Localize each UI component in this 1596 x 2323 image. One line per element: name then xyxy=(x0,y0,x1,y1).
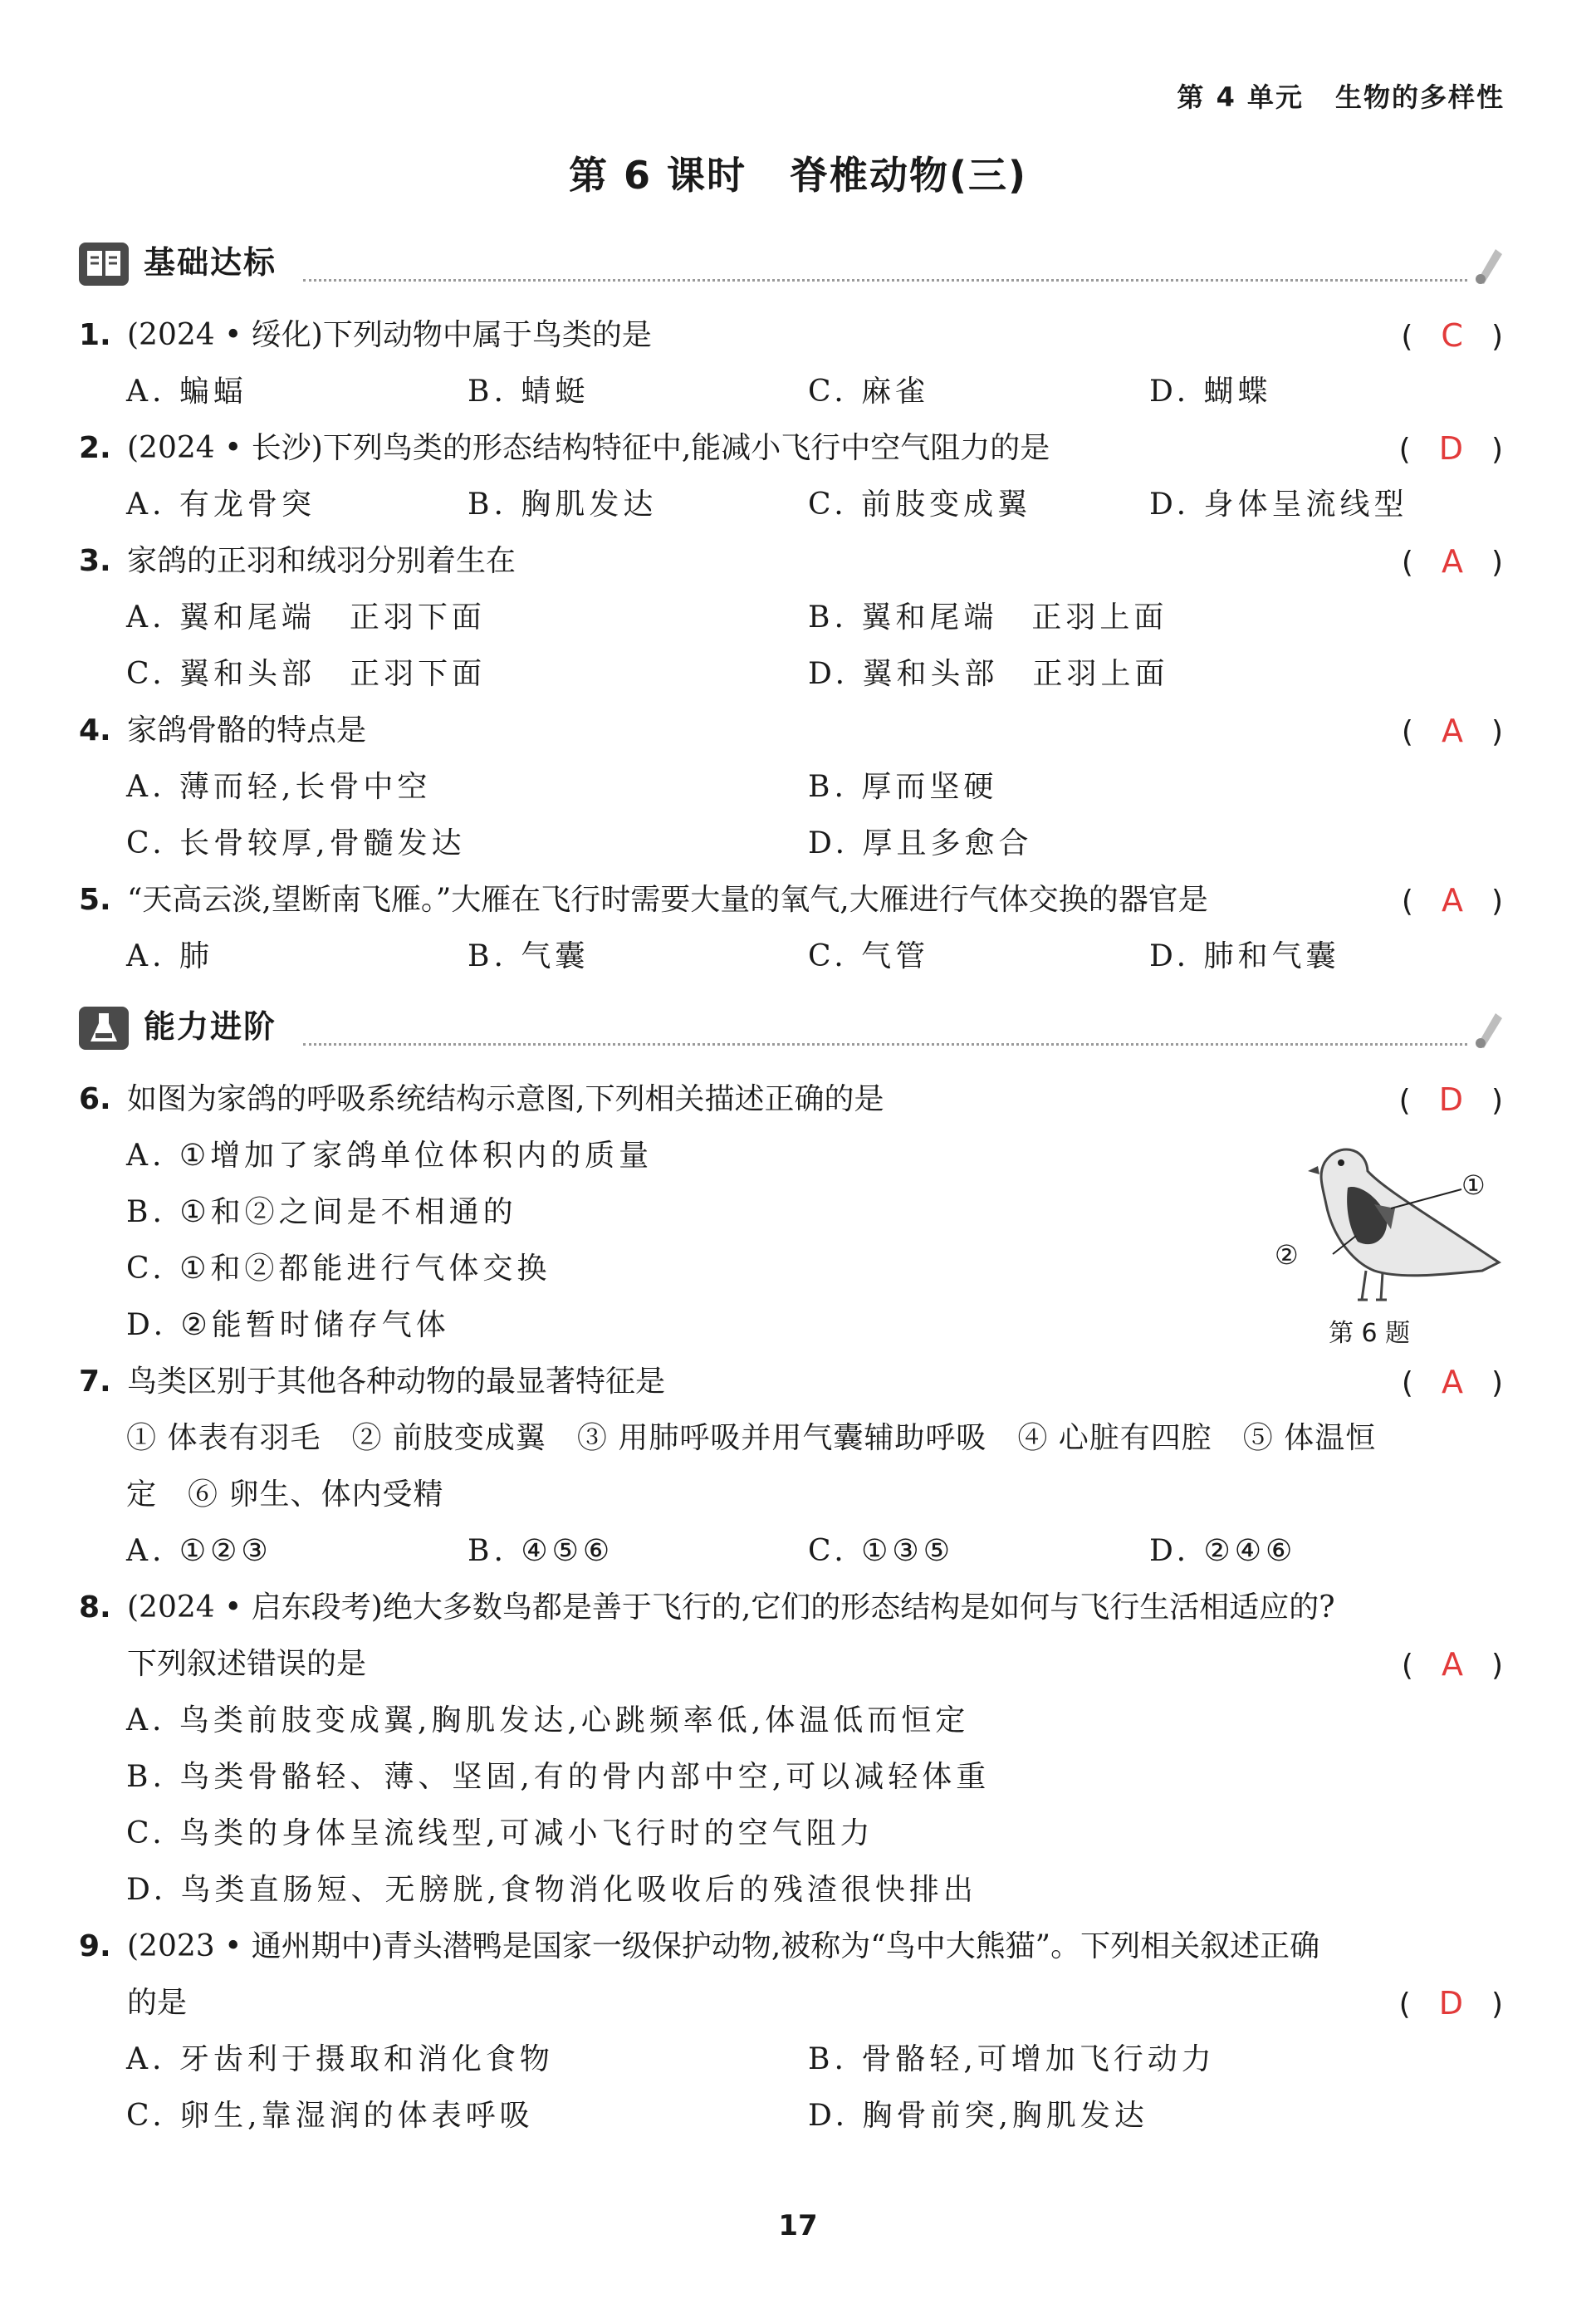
option-d: D. ②④⑥ xyxy=(1149,1534,1297,1568)
answer-bracket: ( A ) xyxy=(1401,1364,1503,1400)
section-basic xyxy=(79,239,1507,289)
diagram-label-1: ① xyxy=(1461,1169,1486,1201)
answer-letter: A xyxy=(1441,882,1463,919)
answer-bracket: ( A ) xyxy=(1401,1646,1503,1683)
option-d: D. 翼和头部 正羽上面 xyxy=(808,657,1169,691)
option-a: A. 有龙骨突 xyxy=(126,488,316,522)
option-c: C. ①③⑤ xyxy=(808,1534,954,1568)
question-stem: (2024 • 绥化)下列动物中属于鸟类的是 xyxy=(127,318,652,352)
section-divider xyxy=(303,1043,1467,1046)
pigeon-illustration xyxy=(1275,1138,1515,1312)
question-number: 9. xyxy=(79,1929,111,1963)
answer-letter: A xyxy=(1441,713,1463,749)
option-d: D. 蝴蝶 xyxy=(1149,375,1272,409)
question-number: 1. xyxy=(79,318,111,352)
question-stem: 如图为家鸽的呼吸系统结构示意图,下列相关描述正确的是 xyxy=(127,1082,884,1116)
question-stem-continued: 下列叙述错误的是 xyxy=(127,1647,367,1681)
unit-header xyxy=(1177,76,1505,115)
answer-letter: A xyxy=(1441,1646,1463,1683)
diagram-label-2: ② xyxy=(1275,1239,1299,1271)
question-number: 4. xyxy=(79,713,111,747)
question-stem: 家鸽骨骼的特点是 xyxy=(127,713,367,747)
question-number: 6. xyxy=(79,1082,111,1116)
answer-bracket: ( D ) xyxy=(1398,1985,1503,2022)
option-b: B. ④⑤⑥ xyxy=(468,1534,614,1568)
unit-topic: 生物的多样性 xyxy=(1334,81,1505,113)
option-d: D. 鸟类直肠短、无膀胱,食物消化吸收后的残渣很快排出 xyxy=(126,1873,977,1907)
option-b: B. ①和②之间是不相通的 xyxy=(126,1195,517,1229)
option-d: D. 肺和气囊 xyxy=(1149,939,1340,973)
option-a: A. ①②③ xyxy=(126,1534,272,1568)
option-a: A. ①增加了家鸽单位体积内的质量 xyxy=(126,1139,654,1173)
answer-bracket: ( D ) xyxy=(1398,1081,1503,1118)
option-a: A. 鸟类前肢变成翼,胸肌发达,心跳频率低,体温低而恒定 xyxy=(126,1703,970,1737)
option-d: D. 厚且多愈合 xyxy=(808,826,1033,860)
option-c: C. 鸟类的身体呈流线型,可减小飞行时的空气阻力 xyxy=(126,1816,874,1850)
question-stem: “天高云淡,望断南飞雁。”大雁在飞行时需要大量的氧气,大雁进行气体交换的器官是 xyxy=(127,883,1208,917)
question-number: 2. xyxy=(79,431,111,465)
question-stem: (2024 • 启东段考)绝大多数鸟都是善于飞行的,它们的形态结构是如何与飞行生活相适应的? xyxy=(127,1590,1335,1625)
option-a: A. 牙齿利于摄取和消化食物 xyxy=(126,2042,554,2076)
option-d: D. 胸骨前突,胸肌发达 xyxy=(808,2099,1148,2133)
answer-bracket: ( A ) xyxy=(1401,882,1503,919)
option-d: D. ②能暂时储存气体 xyxy=(126,1308,450,1342)
option-c: C. 气管 xyxy=(808,939,930,973)
answer-letter: D xyxy=(1438,1985,1463,2022)
option-a: A. 翼和尾端 正羽下面 xyxy=(126,600,486,635)
statement-line-2: 定 ⑥ 卵生、体内受精 xyxy=(126,1478,444,1512)
question-number: 3. xyxy=(79,544,111,578)
option-c: C. 前肢变成翼 xyxy=(808,488,1032,522)
question-number: 7. xyxy=(79,1365,111,1399)
answer-letter: D xyxy=(1438,430,1463,467)
answer-bracket: ( A ) xyxy=(1401,713,1503,749)
option-b: B. 翼和尾端 正羽上面 xyxy=(808,600,1168,635)
lesson-name: 脊椎动物(三) xyxy=(790,153,1028,198)
option-c: C. ①和②都能进行气体交换 xyxy=(126,1252,551,1286)
answer-letter: A xyxy=(1441,1364,1463,1400)
rocket-icon xyxy=(1471,1008,1507,1050)
section-advanced xyxy=(79,1003,1507,1053)
section-basic-label: 基础达标 xyxy=(144,244,277,281)
page-number: 17 xyxy=(778,2209,818,2242)
book-icon xyxy=(79,243,129,286)
option-b: B. 蜻蜓 xyxy=(468,375,590,409)
question-number: 5. xyxy=(79,883,111,917)
figure-caption: 第 6 题 xyxy=(1329,1319,1411,1348)
question-stem: 家鸽的正羽和绒羽分别着生在 xyxy=(127,544,516,578)
flask-icon xyxy=(79,1007,129,1050)
statement-line-1: ① 体表有羽毛 ② 前肢变成翼 ③ 用肺呼吸并用气囊辅助呼吸 ④ 心脏有四腔 ⑤ 体温恒 xyxy=(126,1421,1377,1455)
option-b: B. 鸟类骨骼轻、薄、坚固,有的骨内部中空,可以减轻体重 xyxy=(126,1760,991,1794)
option-c: C. 长骨较厚,骨髓发达 xyxy=(126,826,466,860)
option-b: B. 气囊 xyxy=(468,939,590,973)
lesson-number: 第 6 课时 xyxy=(568,153,747,198)
answer-bracket: ( C ) xyxy=(1401,317,1503,354)
question-stem: (2023 • 通州期中)青头潜鸭是国家一级保护动物,被称为“鸟中大熊猫”。下列相关叙述正确 xyxy=(127,1929,1320,1963)
section-divider xyxy=(303,279,1467,282)
answer-letter: D xyxy=(1438,1081,1463,1118)
answer-bracket: ( A ) xyxy=(1401,543,1503,580)
question-number: 8. xyxy=(79,1590,111,1625)
answer-letter: A xyxy=(1441,543,1463,580)
option-a: A. 肺 xyxy=(126,939,213,973)
question-stem: (2024 • 长沙)下列鸟类的形态结构特征中,能减小飞行中空气阻力的是 xyxy=(127,431,1050,465)
pigeon-respiratory-diagram xyxy=(1275,1138,1515,1337)
lesson-title xyxy=(0,145,1596,200)
option-c: C. 麻雀 xyxy=(808,375,930,409)
section-advanced-label: 能力进阶 xyxy=(144,1008,277,1045)
option-d: D. 身体呈流线型 xyxy=(1149,488,1408,522)
option-a: A. 薄而轻,长骨中空 xyxy=(126,770,432,804)
answer-letter: C xyxy=(1441,317,1463,354)
option-b: B. 厚而坚硬 xyxy=(808,770,998,804)
rocket-icon xyxy=(1471,244,1507,286)
answer-bracket: ( D ) xyxy=(1398,430,1503,467)
option-b: B. 胸肌发达 xyxy=(468,488,658,522)
option-a: A. 蝙蝠 xyxy=(126,375,247,409)
unit-number: 第 4 单元 xyxy=(1177,81,1304,113)
question-stem-continued: 的是 xyxy=(127,1986,188,2020)
option-b: B. 骨骼轻,可增加飞行动力 xyxy=(808,2042,1216,2076)
option-c: C. 卵生,靠湿润的体表呼吸 xyxy=(126,2099,534,2133)
question-stem: 鸟类区别于其他各种动物的最显著特征是 xyxy=(127,1365,666,1399)
option-c: C. 翼和头部 正羽下面 xyxy=(126,657,487,691)
